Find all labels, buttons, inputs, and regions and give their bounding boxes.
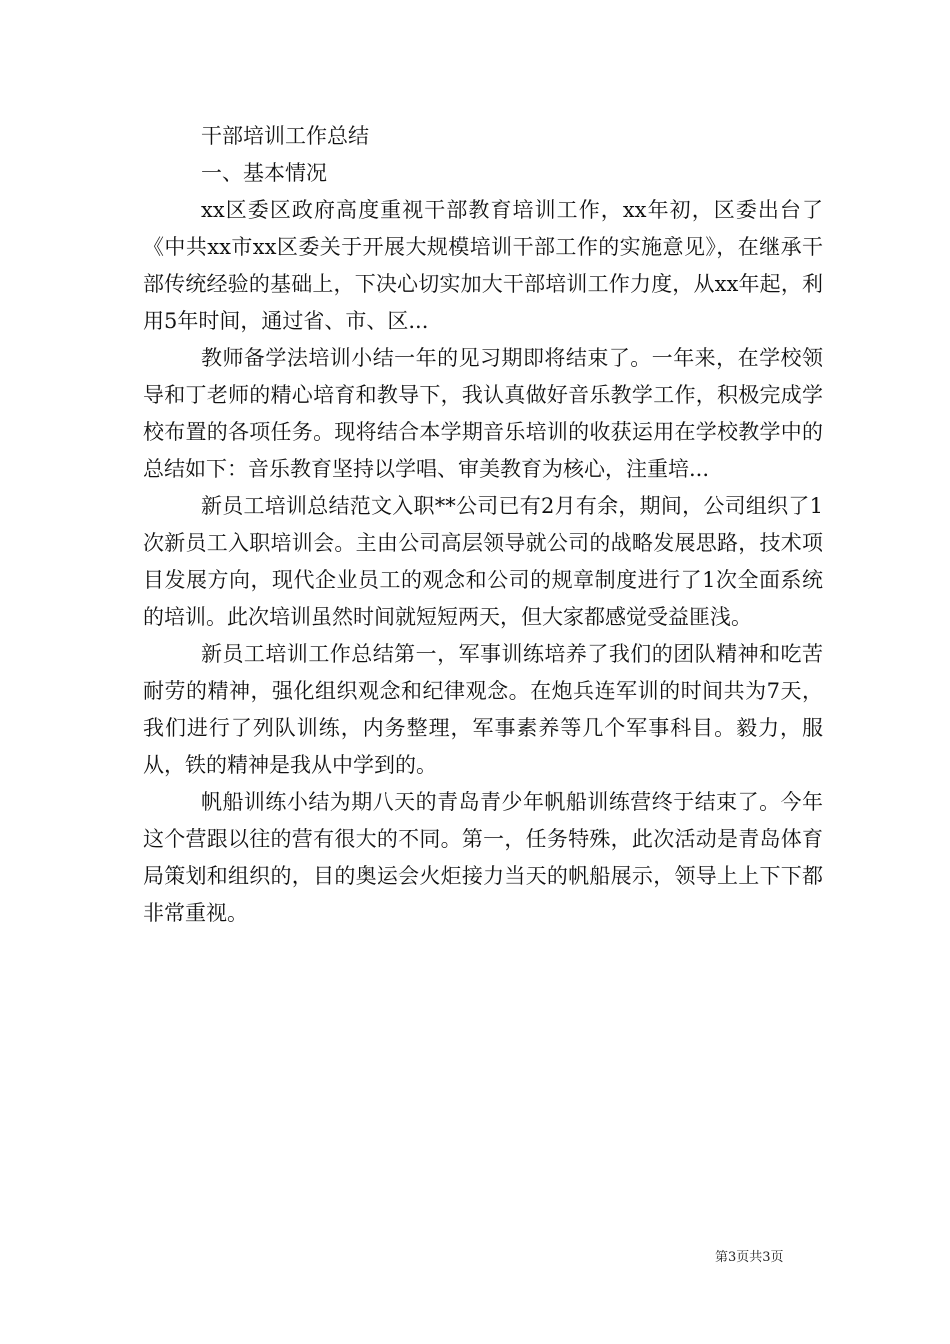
paragraph-sailing-training: 帆船训练小结为期八天的青岛青少年帆船训练营终于结束了。今年这个营跟以往的营有很大的不同。第一，任务特殊，此次活动是青岛体育局策划和组织的，目的奥运会火炬接力当天的帆船展示，领导上上下下都非常重视。: [143, 790, 823, 925]
document-body: [143, 118, 823, 932]
paragraph-cadre-training: xx区委区政府高度重视干部教育培训工作，xx年初，区委出台了《中共xx市xx区委关于开展大规模培训干部工作的实施意见》，在继承干部传统经验的基础上，下决心切实加大干部培训工作力度，从xx年起，利用5年时间，通过省、市、区...: [143, 198, 823, 333]
section-heading: 一、基本情况: [201, 161, 327, 185]
document-title: 干部培训工作总结: [201, 124, 369, 148]
paragraph-military-training: 新员工培训工作总结第一，军事训练培养了我们的团队精神和吃苦耐劳的精神，强化组织观念和纪律观念。在炮兵连军训的时间共为7天，我们进行了列队训练，内务整理，军事素养等几个军事科目。毅力，服从，铁的精神是我从中学到的。: [143, 642, 823, 777]
paragraph-new-employee-training: 新员工培训总结范文入职**公司已有2月有余，期间，公司组织了1次新员工入职培训会。主由公司高层领导就公司的战略发展思路，技术项目发展方向，现代企业员工的观念和公司的规章制度进行了1次全面系统的培训。此次培训虽然时间就短短两天，但大家都感觉受益匪浅。: [143, 494, 823, 629]
paragraph-teacher-training: 教师备学法培训小结一年的见习期即将结束了。一年来，在学校领导和丁老师的精心培育和教导下，我认真做好音乐教学工作，积极完成学校布置的各项任务。现将结合本学期音乐培训的收获运用在学校教学中的总结如下：音乐教育坚持以学唱、审美教育为核心，注重培...: [143, 346, 823, 481]
page-number: 第3页共3页: [715, 1250, 784, 1265]
